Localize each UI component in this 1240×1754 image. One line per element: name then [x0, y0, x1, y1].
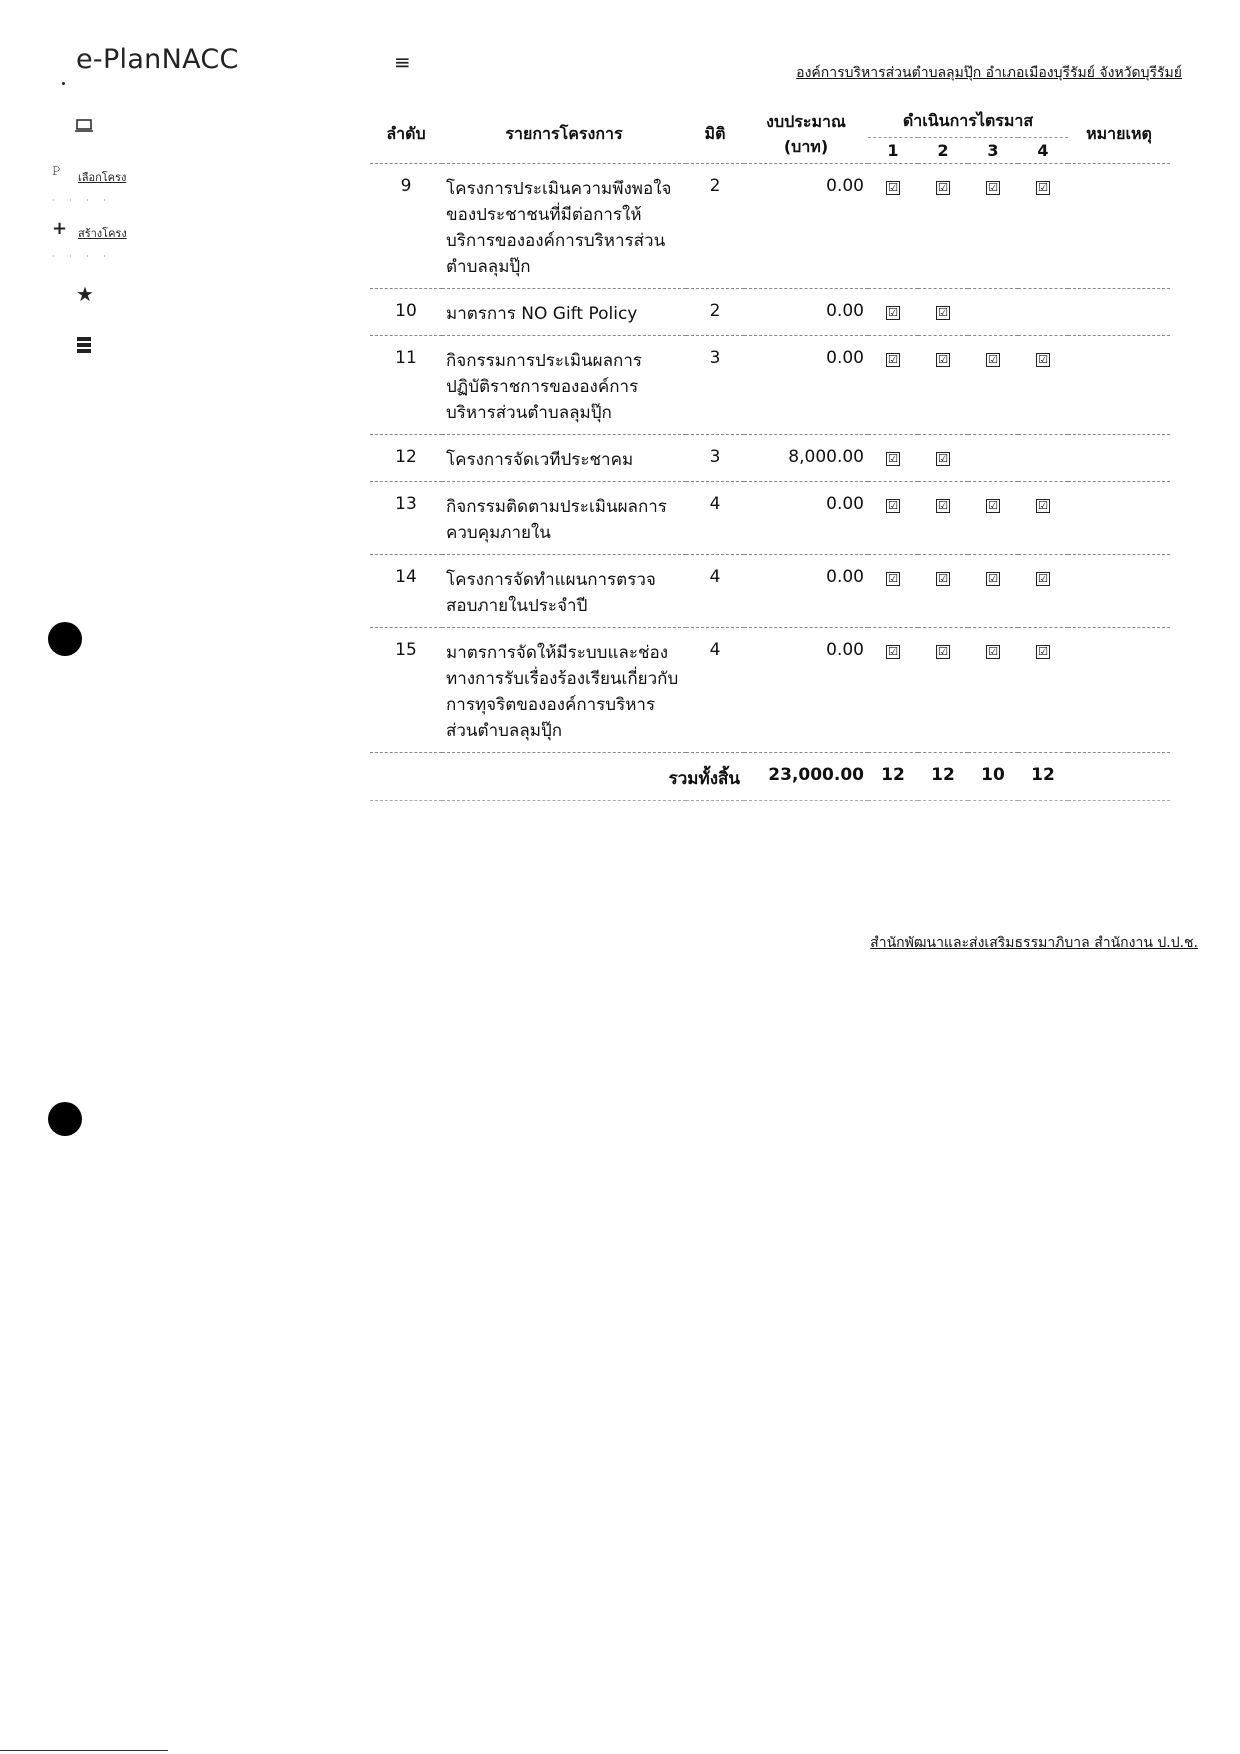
checkbox-q4: ☑ [1036, 499, 1050, 513]
table-row [370, 289, 1170, 336]
checkbox-q2: ☑ [936, 572, 950, 586]
row-remark [1068, 289, 1170, 336]
row-name: กิจกรรมการประเมินผลการปฏิบัติราชการขององค์การบริหารส่วนตำบลลุมปุ๊ก [446, 351, 643, 423]
project-table [370, 106, 1170, 801]
row-remark [1068, 628, 1170, 753]
laptop-icon[interactable] [74, 118, 94, 138]
row-name: โครงการจัดทำแผนการตรวจสอบภายในประจำปี [446, 570, 656, 616]
organization-link[interactable]: องค์การบริหารส่วนตำบลลุมปุ๊ก อำเภอเมืองบุรีรัมย์ จังหวัดบุรีรัมย์ [796, 65, 1182, 81]
table-row [370, 628, 1170, 753]
header-remark: หมายเหตุ [1086, 124, 1152, 143]
footer-credit-link[interactable]: สำนักพัฒนาและส่งเสริมธรรมาภิบาล สำนักงาน ป.ป.ช. [870, 935, 1198, 951]
checkbox-q3: ☑ [986, 353, 1000, 367]
row-budget: 0.00 [826, 640, 864, 660]
header-name: รายการโครงการ [505, 124, 623, 143]
sidebar-item-create-project[interactable]: สร้างโครง [78, 227, 127, 240]
empty-q3 [968, 289, 1018, 336]
checkbox-q1: ☑ [886, 353, 900, 367]
row-no: 9 [400, 176, 412, 196]
punch-hole [48, 622, 82, 656]
row-budget: 8,000.00 [788, 447, 864, 467]
row-name: มาตรการจัดให้มีระบบและช่องทางการรับเรื่องร้องเรียนเกี่ยวกับการทุจริตขององค์การบริหารส่วนตำบลลุมปุ๊ก [446, 643, 679, 741]
database-icon[interactable] [76, 336, 92, 358]
total-q1: 12 [881, 765, 905, 785]
bookmark-icon[interactable]: 𝙿 [52, 164, 62, 179]
checkbox-q3: ☑ [986, 499, 1000, 513]
row-dimension: 4 [709, 567, 721, 587]
row-budget: 0.00 [826, 301, 864, 321]
total-q2: 12 [931, 765, 955, 785]
sidebar-item-select-project[interactable]: เลือกโครง [78, 171, 127, 184]
checkbox-q2: ☑ [936, 499, 950, 513]
row-no: 13 [395, 494, 417, 514]
row-budget: 0.00 [826, 176, 864, 196]
checkbox-q1: ☑ [886, 499, 900, 513]
empty-q4 [1018, 289, 1068, 336]
row-dimension: 4 [709, 494, 721, 514]
row-remark [1068, 482, 1170, 555]
total-label: รวมทั้งสิ้น [668, 769, 740, 789]
row-no: 12 [395, 447, 417, 467]
total-q4: 12 [1031, 765, 1055, 785]
row-budget: 0.00 [826, 494, 864, 514]
plus-icon[interactable]: + [52, 218, 68, 239]
punch-hole [48, 1102, 82, 1136]
checkbox-q2: ☑ [936, 452, 950, 466]
table-row [370, 336, 1170, 435]
row-remark [1068, 435, 1170, 482]
header-quarters: ดำเนินการไตรมาส [868, 106, 1068, 138]
row-dimension: 2 [709, 176, 721, 196]
table-row [370, 435, 1170, 482]
row-dimension: 2 [709, 301, 721, 321]
row-no: 11 [395, 348, 417, 368]
row-remark [1068, 164, 1170, 289]
star-icon[interactable]: ★ [76, 282, 94, 306]
header-q3: 3 [987, 141, 999, 160]
row-dimension: 3 [709, 348, 721, 368]
checkbox-q4: ☑ [1036, 645, 1050, 659]
header-dimension: มิติ [704, 124, 726, 143]
row-name: กิจกรรมติดตามประเมินผลการควบคุมภายใน [446, 497, 667, 543]
checkbox-q1: ☑ [886, 452, 900, 466]
checkbox-q4: ☑ [1036, 353, 1050, 367]
checkbox-q4: ☑ [1036, 181, 1050, 195]
row-remark [1068, 555, 1170, 628]
checkbox-q2: ☑ [936, 353, 950, 367]
sidebar-separator: · · · · [52, 196, 112, 205]
row-no: 14 [395, 567, 417, 587]
total-remark [1068, 753, 1170, 801]
app-title[interactable]: e-PlanNACC [76, 44, 239, 75]
table-row [370, 555, 1170, 628]
checkbox-q1: ☑ [886, 572, 900, 586]
table-row [370, 482, 1170, 555]
empty-q3 [968, 435, 1018, 482]
total-q3: 10 [981, 765, 1005, 785]
checkbox-q1: ☑ [886, 306, 900, 320]
row-budget: 0.00 [826, 348, 864, 368]
checkbox-q3: ☑ [986, 181, 1000, 195]
row-dimension: 4 [709, 640, 721, 660]
page-bottom-rule [0, 1750, 168, 1751]
menu-toggle-icon[interactable]: ≡ [394, 50, 411, 74]
checkbox-q2: ☑ [936, 181, 950, 195]
checkbox-q1: ☑ [886, 181, 900, 195]
row-remark [1068, 336, 1170, 435]
row-no: 15 [395, 640, 417, 660]
row-dimension: 3 [709, 447, 721, 467]
header-q4: 4 [1037, 141, 1049, 160]
decorative-dot [62, 82, 65, 85]
header-no: ลำดับ [386, 124, 426, 143]
empty-q4 [1018, 435, 1068, 482]
row-name: โครงการประเมินความพึงพอใจของประชาชนที่มีต่อการให้บริการขององค์การบริหารส่วนตำบลลุมปุ๊ก [446, 179, 672, 277]
checkbox-q2: ☑ [936, 645, 950, 659]
sidebar-separator: · · · · [52, 252, 112, 261]
checkbox-q3: ☑ [986, 645, 1000, 659]
header-budget: งบประมาณ (บาท) [766, 111, 846, 156]
checkbox-q2: ☑ [936, 306, 950, 320]
row-budget: 0.00 [826, 567, 864, 587]
table-row [370, 164, 1170, 289]
checkbox-q1: ☑ [886, 645, 900, 659]
total-budget: 23,000.00 [768, 765, 864, 785]
row-name: มาตรการ NO Gift Policy [446, 304, 638, 324]
row-no: 10 [395, 301, 417, 321]
total-row [370, 753, 1170, 801]
checkbox-q3: ☑ [986, 572, 1000, 586]
header-q1: 1 [887, 141, 899, 160]
header-q2: 2 [937, 141, 949, 160]
checkbox-q4: ☑ [1036, 572, 1050, 586]
row-name: โครงการจัดเวทีประชาคม [446, 450, 634, 470]
